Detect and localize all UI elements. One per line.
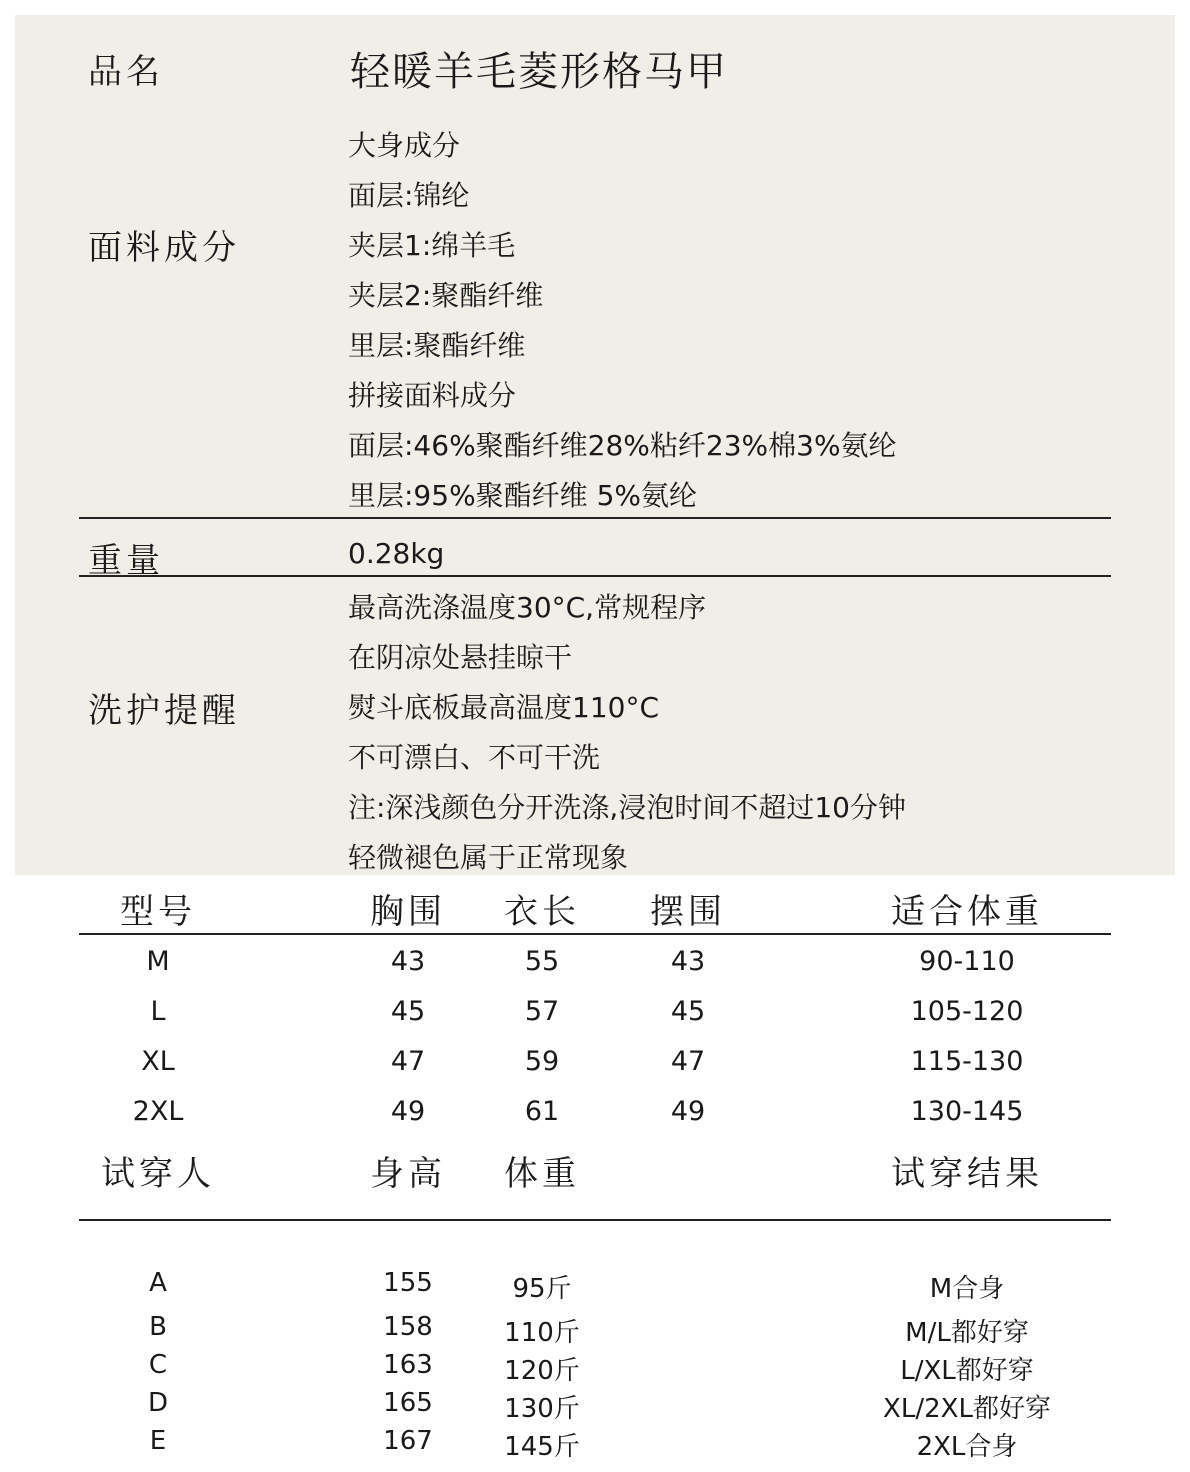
fabric-line: 面层:46%聚酯纤维28%粘纤23%棉3%氨纶 xyxy=(348,429,897,462)
fabric-line: 夹层2:聚酯纤维 xyxy=(348,279,544,312)
result-cell: M合身 xyxy=(929,1274,1005,1304)
weight-range-cell: 105-120 xyxy=(910,996,1024,1027)
header-fit-weight: 适合体重 xyxy=(891,892,1043,932)
hem-cell: 43 xyxy=(670,946,706,977)
result-cell: M/L都好穿 xyxy=(905,1318,1029,1348)
product-name: 轻暖羊毛菱形格马甲 xyxy=(350,49,728,95)
height-cell: 163 xyxy=(383,1350,433,1380)
care-line: 注:深浅颜色分开洗涤,浸泡时间不超过10分钟 xyxy=(348,791,906,824)
divider xyxy=(79,1219,1111,1221)
length-cell: 59 xyxy=(524,1046,560,1077)
tester-cell: B xyxy=(149,1312,167,1342)
fabric-label: 面料成分 xyxy=(88,228,240,268)
header-hem: 摆围 xyxy=(650,892,726,932)
tester-cell: A xyxy=(149,1268,167,1298)
size-cell: L xyxy=(150,996,166,1027)
product-name-label: 品名 xyxy=(88,52,164,92)
header-model: 型号 xyxy=(120,892,196,932)
weight-cell: 130斤 xyxy=(504,1394,580,1424)
header-result: 试穿结果 xyxy=(891,1154,1043,1194)
size-cell: XL xyxy=(141,1046,175,1077)
size-cell: 2XL xyxy=(132,1096,184,1127)
weight-cell: 145斤 xyxy=(504,1432,580,1462)
chest-cell: 49 xyxy=(390,1096,426,1127)
divider xyxy=(79,517,1111,519)
weight-cell: 95斤 xyxy=(512,1274,572,1304)
header-weight: 体重 xyxy=(504,1154,580,1194)
hem-cell: 47 xyxy=(670,1046,706,1077)
tester-cell: D xyxy=(147,1388,169,1418)
care-line: 在阴凉处悬挂晾干 xyxy=(348,641,573,674)
chest-cell: 45 xyxy=(390,996,426,1027)
size-cell: M xyxy=(146,946,170,977)
weight-value: 0.28kg xyxy=(348,537,445,570)
length-cell: 57 xyxy=(524,996,560,1027)
length-cell: 61 xyxy=(524,1096,560,1127)
care-line: 轻微褪色属于正常现象 xyxy=(348,841,629,874)
weight-range-cell: 115-130 xyxy=(910,1046,1024,1077)
fabric-line: 夹层1:绵羊毛 xyxy=(348,229,516,262)
divider xyxy=(79,575,1111,577)
result-cell: L/XL都好穿 xyxy=(900,1356,1034,1386)
height-cell: 158 xyxy=(383,1312,433,1342)
header-chest: 胸围 xyxy=(370,892,446,932)
fabric-line: 拼接面料成分 xyxy=(348,379,517,412)
chest-cell: 43 xyxy=(390,946,426,977)
care-line: 不可漂白、不可干洗 xyxy=(348,741,601,774)
care-line: 最高洗涤温度30°C,常规程序 xyxy=(348,591,707,624)
fabric-line: 大身成分 xyxy=(348,129,461,162)
weight-cell: 110斤 xyxy=(504,1318,580,1348)
weight-cell: 120斤 xyxy=(504,1356,580,1386)
hem-cell: 45 xyxy=(670,996,706,1027)
header-height: 身高 xyxy=(370,1154,446,1194)
tester-cell: E xyxy=(149,1426,167,1456)
tester-cell: C xyxy=(148,1350,168,1380)
result-cell: XL/2XL都好穿 xyxy=(883,1394,1051,1424)
weight-label: 重量 xyxy=(88,541,164,581)
fabric-line: 里层:聚酯纤维 xyxy=(348,329,526,362)
height-cell: 167 xyxy=(383,1426,433,1456)
height-cell: 155 xyxy=(383,1268,433,1298)
length-cell: 55 xyxy=(524,946,560,977)
chest-cell: 47 xyxy=(390,1046,426,1077)
header-tester: 试穿人 xyxy=(101,1154,215,1194)
height-cell: 165 xyxy=(383,1388,433,1418)
hem-cell: 49 xyxy=(670,1096,706,1127)
care-label: 洗护提醒 xyxy=(88,691,240,731)
weight-range-cell: 90-110 xyxy=(919,946,1015,977)
header-length: 衣长 xyxy=(504,892,580,932)
fabric-line: 面层:锦纶 xyxy=(348,179,470,212)
result-cell: 2XL合身 xyxy=(916,1432,1018,1462)
fabric-line: 里层:95%聚酯纤维 5%氨纶 xyxy=(348,479,697,512)
divider xyxy=(79,933,1111,935)
care-line: 熨斗底板最高温度110°C xyxy=(348,691,659,724)
weight-range-cell: 130-145 xyxy=(910,1096,1024,1127)
